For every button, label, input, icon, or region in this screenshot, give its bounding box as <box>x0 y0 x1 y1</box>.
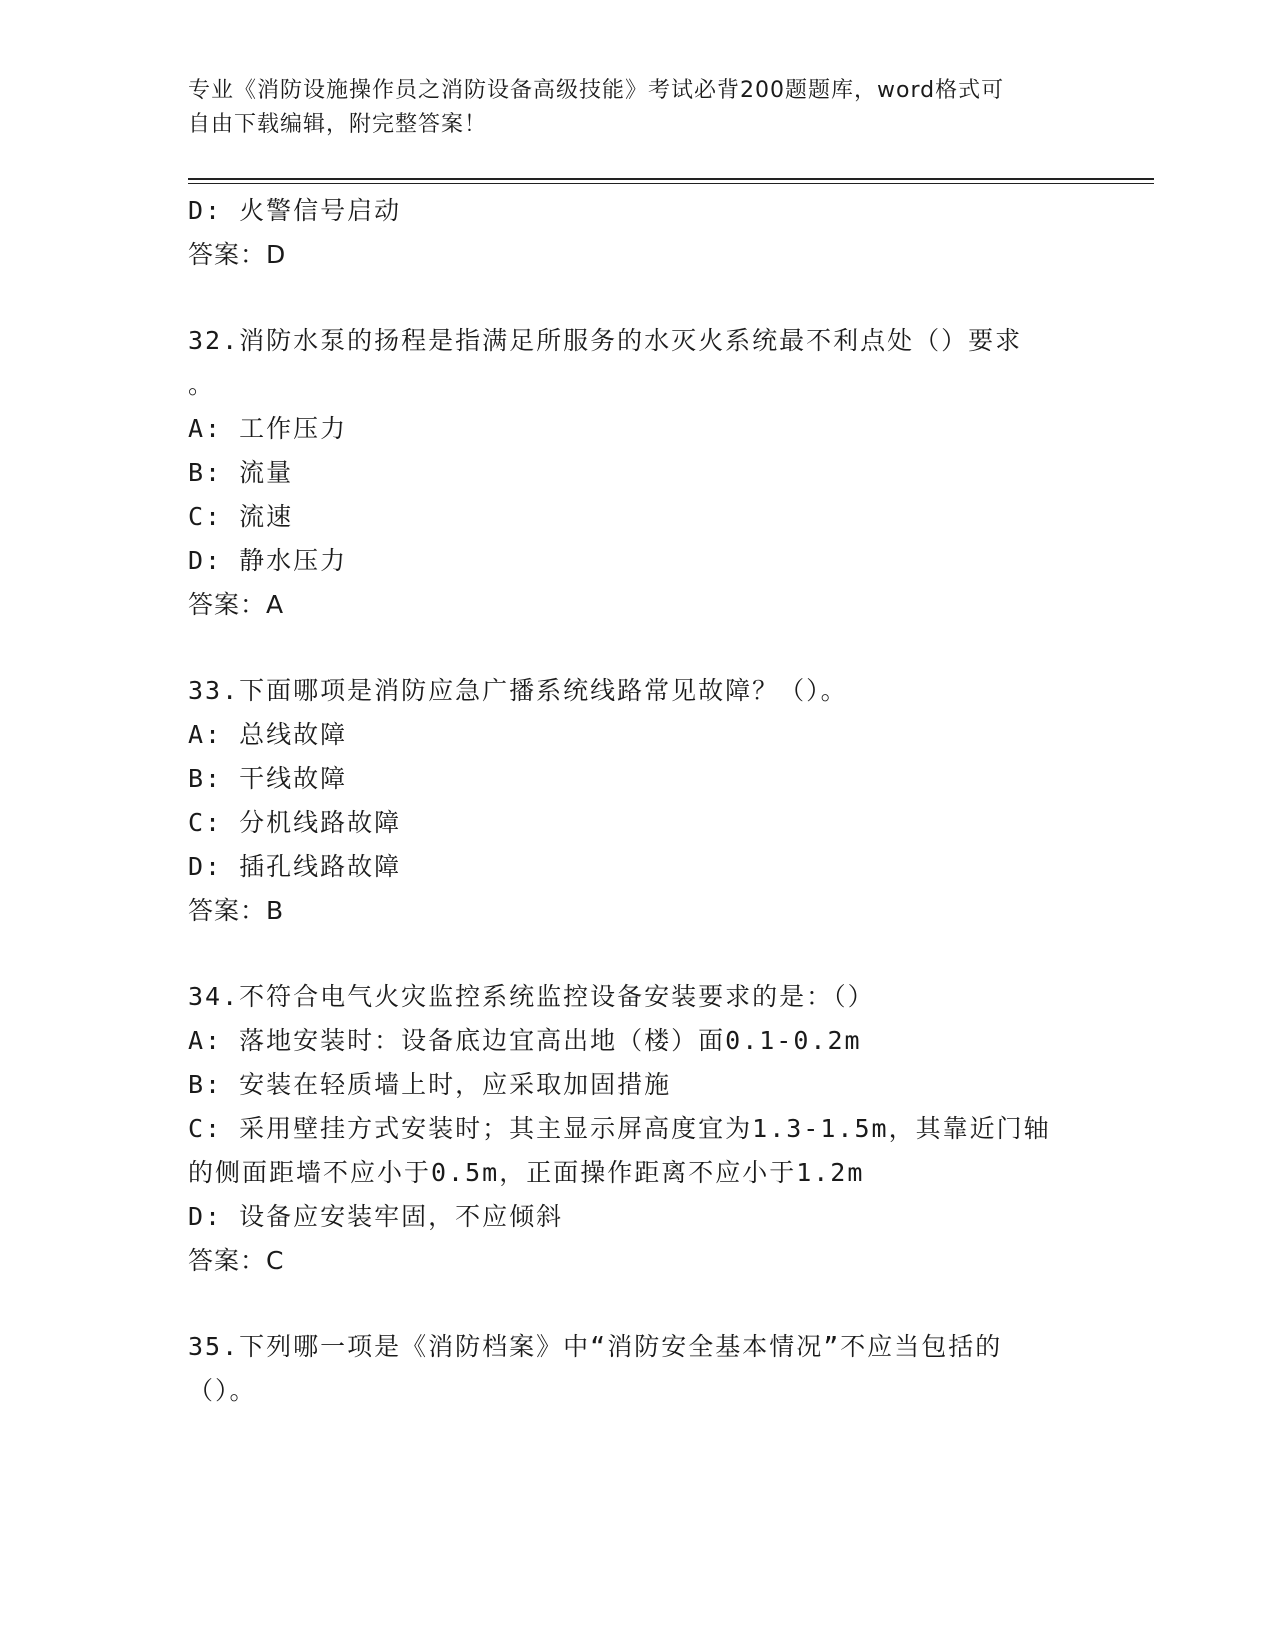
q32-question-line-2: 。 <box>188 370 216 399</box>
q32-answer: 答案：A <box>188 590 285 619</box>
q31-answer: 答案：D <box>188 240 287 269</box>
q35-question-line-2: （）。 <box>188 1376 257 1405</box>
q32-option-d: D: 静水压力 <box>188 546 348 575</box>
header-line-2: 自由下载编辑，附完整答案！ <box>188 112 488 137</box>
q33-option-b: B: 干线故障 <box>188 764 348 793</box>
q32-option-a: A: 工作压力 <box>188 414 348 443</box>
page-header <box>188 74 1068 142</box>
q33-question: 33.下面哪项是消防应急广播系统线路常见故障？（）。 <box>188 676 848 705</box>
q33-option-c: C: 分机线路故障 <box>188 808 402 837</box>
q34-answer: 答案：C <box>188 1246 285 1275</box>
q34-option-a: A: 落地安装时：设备底边宜高出地（楼）面0.1-0.2m <box>188 1026 862 1055</box>
q33-option-d: D: 插孔线路故障 <box>188 852 402 881</box>
header-divider-thin <box>188 183 1154 184</box>
header-divider-thick <box>188 178 1154 180</box>
q35-question-line-1: 35.下列哪一项是《消防档案》中“消防安全基本情况”不应当包括的 <box>188 1332 1003 1361</box>
q33-answer: 答案：B <box>188 896 285 925</box>
q32-option-b: B: 流量 <box>188 458 294 487</box>
q33-option-a: A: 总线故障 <box>188 720 348 749</box>
header-line-1: 专业《消防设施操作员之消防设备高级技能》考试必背200题题库，word格式可 <box>188 78 1005 103</box>
q34-option-c-line-2: 的侧面距墙不应小于0.5m，正面操作距离不应小于1.2m <box>188 1158 865 1187</box>
q32-question-line-1: 32.消防水泵的扬程是指满足所服务的水灭火系统最不利点处（）要求 <box>188 326 1023 355</box>
q34-option-b: B: 安装在轻质墙上时，应采取加固措施 <box>188 1070 672 1099</box>
q34-question: 34.不符合电气火灾监控系统监控设备安装要求的是：（） <box>188 982 875 1011</box>
q32-option-c: C: 流速 <box>188 502 294 531</box>
q34-option-d: D: 设备应安装牢固，不应倾斜 <box>188 1202 564 1231</box>
q34-option-c-line-1: C: 采用壁挂方式安装时；其主显示屏高度宜为1.3-1.5m，其靠近门轴 <box>188 1114 1051 1143</box>
q31-option-d: D: 火警信号启动 <box>188 196 402 225</box>
